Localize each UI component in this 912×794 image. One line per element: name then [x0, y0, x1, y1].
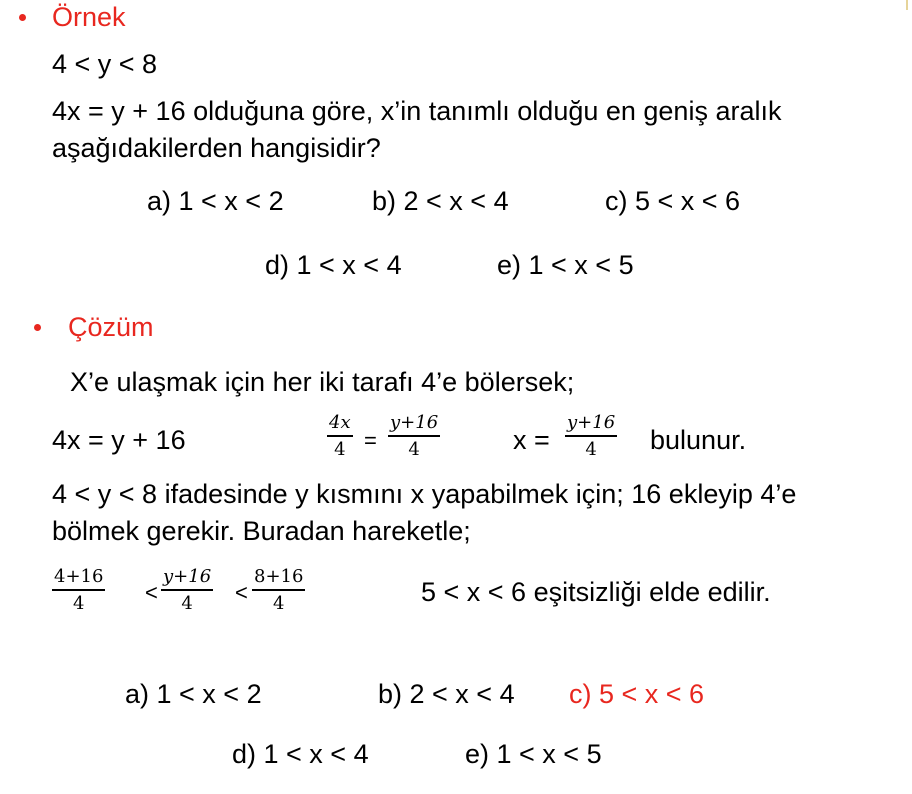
example-question-line1: 4x = y + 16 olduğuna göre, x’in tanımlı olduğu en geniş aralık: [52, 96, 782, 126]
fraction-denominator: 4: [585, 438, 597, 460]
fraction-y16-over-4-ineq: [161, 566, 213, 615]
fraction-denominator: 4: [334, 438, 346, 460]
solution-option-d: d) 1 < x < 4: [232, 739, 369, 769]
corner-decoration: [906, 0, 908, 10]
fraction-denominator: 4: [408, 438, 420, 460]
equals-sign: =: [364, 428, 377, 453]
solution-option-c-correct: c) 5 < x < 6: [569, 679, 705, 709]
fraction-y16-over-4: [388, 412, 440, 461]
example-condition: 4 < y < 8: [52, 49, 158, 79]
less-than-sign: <: [145, 580, 158, 605]
bullet-icon: [34, 324, 41, 331]
example-question-line2: aşağıdakilerden hangisidir?: [52, 133, 381, 163]
example-option-e: e) 1 < x < 5: [497, 250, 634, 280]
bulunur-text: bulunur.: [650, 425, 747, 455]
solution-line3: 4 < y < 8 ifadesinde y kısmını x yapabilmek için; 16 ekleyip 4’e: [52, 479, 797, 509]
fraction-denominator: 4: [73, 592, 85, 614]
solution-equation-left: 4x = y + 16: [52, 425, 186, 455]
fraction-numerator: 4+16: [54, 566, 104, 587]
example-heading: Örnek: [52, 2, 126, 32]
fraction-y16-over-4-result: [565, 412, 617, 461]
solution-line4: bölmek gerekir. Buradan hareketle;: [52, 516, 471, 546]
fraction-denominator: 4: [273, 592, 285, 614]
example-option-b: b) 2 < x < 4: [372, 186, 509, 216]
fraction-8plus16-over-4: [252, 566, 305, 615]
fraction-numerator: y+16: [163, 566, 212, 587]
solution-option-b: b) 2 < x < 4: [378, 679, 515, 709]
fraction-numerator: 8+16: [254, 566, 304, 587]
less-than-sign: <: [235, 580, 248, 605]
solution-option-e: e) 1 < x < 5: [465, 739, 602, 769]
example-option-c: c) 5 < x < 6: [605, 186, 741, 216]
fraction-numerator: y+16: [567, 412, 616, 433]
fraction-4x-over-4: [327, 412, 353, 461]
solution-option-a: a) 1 < x < 2: [125, 679, 262, 709]
example-option-d: d) 1 < x < 4: [265, 250, 402, 280]
fraction-denominator: 4: [181, 592, 193, 614]
solution-line1: X’e ulaşmak için her iki tarafı 4’e bölersek;: [70, 367, 575, 397]
fraction-4plus16-over-4: [52, 566, 105, 615]
x-equals: x =: [513, 425, 550, 455]
solution-result: 5 < x < 6 eşitsizliği elde edilir.: [421, 577, 771, 607]
fraction-numerator: 4x: [329, 412, 351, 433]
bullet-icon: [19, 14, 26, 21]
example-option-a: a) 1 < x < 2: [147, 186, 284, 216]
solution-heading: Çözüm: [68, 312, 154, 342]
fraction-numerator: y+16: [390, 412, 439, 433]
